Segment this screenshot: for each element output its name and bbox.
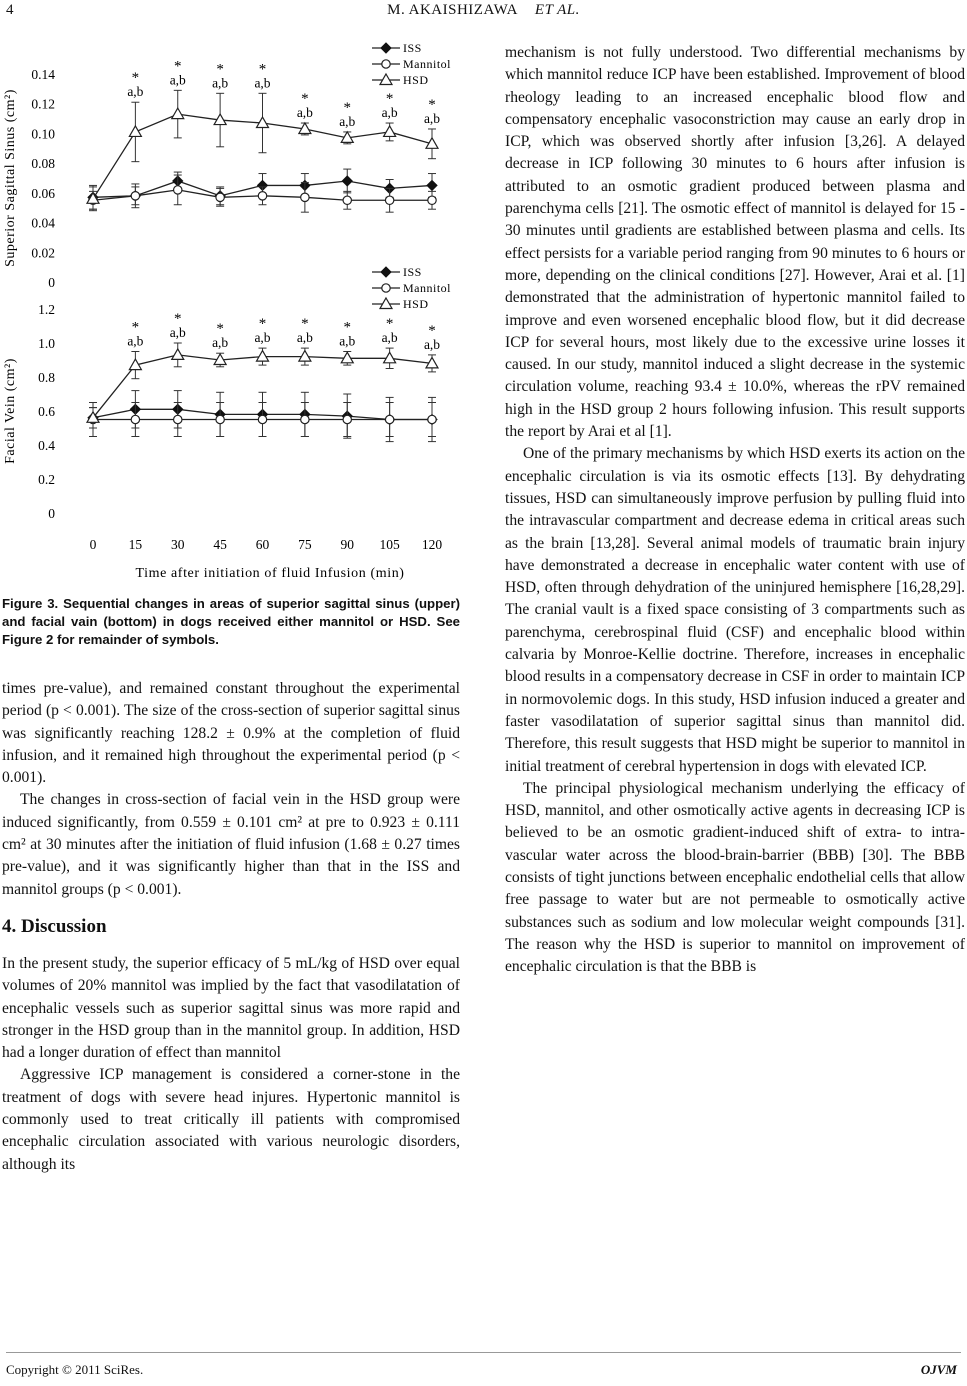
running-header-authors: M. AKAISHIZAWA <box>387 2 518 18</box>
data-point-hsd <box>129 126 141 137</box>
legend-label: ISS <box>403 41 422 55</box>
x-tick-label: 60 <box>255 537 270 552</box>
y-tick-label: 0.02 <box>31 245 55 261</box>
y-tick-label: 1.2 <box>38 302 55 317</box>
data-point-mannitol <box>258 192 266 200</box>
paragraph: times pre-value), and remained constant throughout the experimental period (p < 0.001). The size of the cross-section of superior sagittal sinus was significantly reaching 128.2 ± 0.9% at the completion of fluid infusion, and it remained high throughout the experimental period (p < 0.001). <box>2 680 460 787</box>
significance-asterisk: * <box>301 316 309 333</box>
data-point-mannitol <box>174 415 182 423</box>
data-point-hsd <box>172 349 184 360</box>
data-point-mannitol <box>343 196 351 204</box>
significance-label: a,b <box>339 333 356 349</box>
legend-marker-mannitol <box>382 284 390 292</box>
data-point-mannitol <box>301 193 309 201</box>
significance-label: a,b <box>169 72 186 88</box>
series-mannitol <box>89 403 436 437</box>
section-heading: 4. Discussion <box>2 915 107 937</box>
legend-label: Mannitol <box>403 281 451 295</box>
data-point-hsd <box>384 126 396 137</box>
data-point-hsd <box>299 351 311 362</box>
significance-label: a,b <box>127 84 144 100</box>
data-point-mannitol <box>428 196 436 204</box>
y-axis-label: Superior Sagittal Sinus (cm²) <box>3 89 18 267</box>
significance-label: a,b <box>169 325 186 340</box>
data-point-mannitol <box>216 193 224 201</box>
significance-asterisk: * <box>216 61 224 78</box>
legend-label: HSD <box>403 297 429 311</box>
data-point-mannitol <box>343 415 351 423</box>
significance-label: a,b <box>423 110 441 126</box>
paragraph: In the present study, the superior efficacy of 5 mL/kg of HSD over equal volumes of 20% mannitol was implied by the fact that vasodilatation of encephalic vessels such as superior sagittal sinus was more rapid and stronger in the HSD group than in the mannitol group. In addition, HSD had a longer duration of effect than mannitol <box>2 954 460 1062</box>
data-point-hsd <box>172 108 184 119</box>
significance-label: a,b <box>381 105 398 121</box>
legend-label: ISS <box>403 265 422 279</box>
legend-marker-iss <box>381 267 391 277</box>
y-tick-label: 0.10 <box>31 126 55 142</box>
x-tick-label: 0 <box>89 537 97 552</box>
data-point-mannitol <box>258 415 266 423</box>
legend <box>372 265 451 311</box>
footer-rule <box>6 1352 961 1353</box>
significance-asterisk: * <box>174 311 182 327</box>
chart-panel-2 <box>3 265 451 552</box>
data-point-mannitol <box>216 415 224 423</box>
left-column <box>2 678 460 1176</box>
significance-asterisk: * <box>385 91 394 108</box>
paragraph: Aggressive ICP management is considered a corner-stone in the treatment of dogs with severe head injures. Hypertonic mannitol is commonly used to treat critically ill patients with compromised encephalic circulation associated with various neurologic disorders, although its <box>2 1066 460 1173</box>
significance-asterisk: * <box>258 316 267 333</box>
y-tick-label: 1.0 <box>38 336 55 351</box>
y-tick-label: 0.4 <box>38 438 55 453</box>
significance-asterisk: * <box>174 58 182 75</box>
significance-label: a,b <box>254 75 271 91</box>
y-tick-label: 0 <box>48 275 55 290</box>
data-point-mannitol <box>301 415 309 423</box>
x-tick-label: 75 <box>298 537 312 552</box>
paragraph: One of the primary mechanisms by which HSD exerts its action on the encephalic circulation is via its osmotic effects [13]. By dehydrating tissues, HSD can simultaneously improve perfusion by pulling fluid into the intravascular compartment and decrease edema in critical areas such as the brain [13,28]. Several animal models of traumatic brain injury have demonstrated a decrease in encephalic water content with use of HSD, often through dehydration of the uninjured hemisphere [16,28,29]. The cranial vault is a fixed space consisting of 3 compartments such as parenchyma, cerebrospinal fluid (CSF) and encephalic blood within calvaria by Monroe-Kellie doctrine. Therefore, increases in encephalic blood results in a compensatory decrease in CSF in order to maintain ICP in normovolemic dogs. In this study, HSD infusion induced a greater and faster vasodilatation of superior sagittal sinus than mannitol did. Therefore, this result suggests that HSD might be superior to mannitol in initial treatment of cerebral hypertension in dogs with elevated ICP. <box>505 445 965 775</box>
running-header-etal: ET AL. <box>534 2 580 18</box>
significance-label: a,b <box>212 335 229 351</box>
data-point-mannitol <box>174 186 182 194</box>
figure-caption: Figure 3. Sequential changes in areas of superior sagittal sinus (upper) and facial vain (bottom) in dogs received either mannitol or HSD. See Figure 2 for remainder of symbols. <box>2 596 460 648</box>
x-tick-label: 105 <box>379 537 400 552</box>
significance-asterisk: * <box>428 96 436 113</box>
x-tick-label: 90 <box>340 537 354 552</box>
footer-journal: OJVM <box>920 1362 957 1377</box>
paragraph: mechanism is not fully understood. Two differential mechanisms by which mannitol reduce ICP have been established. Improvement of blood rheology leading to an increased encephalic blood flow and compensatory encephalic vasoconstriction may cause an early drop in ICP, which was observed shortly after infusion [3,26]. A delayed decrease in ICP following 30 minutes to 6 hours after infusion is attributed to an osmotic gradient produced between plasma and parenchyma cells [21]. The osmotic effect of mannitol is delayed for 15 - 30 minutes until gradients are established between plasma and cells. Its effect persists for a variable period ranging from 90 minutes to 6 hours or more, depending on the clinical conditions [27]. However, Arai et al. [1] demonstrated that the administration of hypertonic mannitol failed to improve and even worsened encephalic blood flow, but it did decrease ICP for several hours, most likely due to the excessive urine losses it caused. In our study, mannitol induced a slight decrease in the systemic circulation volume, reaching 93.4 ± 10.0%, whereas the rPV remained high in the HSD group 2 hours following infusion. This result supports the report by Arai et al [1]. <box>505 44 965 441</box>
legend <box>372 41 451 87</box>
significance-asterisk: * <box>343 319 351 336</box>
x-tick-label: 45 <box>213 537 227 552</box>
x-tick-label: 30 <box>171 537 185 552</box>
data-point-mannitol <box>131 192 139 200</box>
significance-asterisk: * <box>385 316 394 333</box>
significance-asterisk: * <box>428 322 436 339</box>
data-point-mannitol <box>131 415 139 423</box>
legend-marker-hsd <box>380 74 392 85</box>
significance-label: a,b <box>254 330 271 346</box>
chart-panel-1 <box>3 41 451 290</box>
x-tick-label: 15 <box>128 537 143 552</box>
significance-label: a,b <box>127 333 144 349</box>
y-tick-label: 0.12 <box>31 96 55 112</box>
legend-marker-hsd <box>380 298 392 309</box>
significance-label: a,b <box>296 105 313 121</box>
y-tick-label: 0 <box>48 506 55 521</box>
significance-asterisk: * <box>131 70 140 87</box>
y-tick-label: 0.6 <box>38 404 55 419</box>
data-point-hsd <box>384 352 396 363</box>
significance-asterisk: * <box>343 99 351 116</box>
page-number: 4 <box>6 2 14 18</box>
significance-asterisk: * <box>131 319 140 336</box>
significance-label: a,b <box>381 330 398 346</box>
x-tick-label: 120 <box>421 537 443 552</box>
footer-copyright: Copyright © 2011 SciRes. <box>6 1362 144 1377</box>
data-point-iss <box>342 176 352 186</box>
legend-label: HSD <box>403 73 429 87</box>
data-point-mannitol <box>385 415 393 423</box>
figure-3-chart <box>0 36 465 588</box>
y-tick-label: 0.06 <box>31 185 55 201</box>
legend-marker-iss <box>381 43 391 53</box>
legend-marker-mannitol <box>382 60 390 68</box>
significance-asterisk: * <box>258 61 267 78</box>
data-point-mannitol <box>385 196 393 204</box>
significance-label: a,b <box>423 336 441 352</box>
significance-asterisk: * <box>301 91 309 108</box>
significance-label: a,b <box>339 113 356 129</box>
paragraph: The principal physiological mechanism underlying the efficacy of HSD, mannitol, and other osmotically active agents in decreasing ICP is believed to be an osmotic gradient-induced shift of extra- to intra-vascular water across the blood-brain-barrier (BBB) [30]. The BBB consists of tight junctions between encephalic endothelial cells that allow free passage to water but are not permeable to osmotically active substances such as sodium and low molecular weight compounds [31]. The reason why the HSD is superior to mannitol on improvement of encephalic circulation is that the BBB is <box>505 779 965 976</box>
x-axis-label: Time after initiation of fluid Infusion (min) <box>135 566 405 581</box>
significance-label: a,b <box>212 75 229 91</box>
y-tick-label: 0.8 <box>38 370 55 385</box>
paragraph: The changes in cross-section of facial vein in the HSD group were induced significantly, from 0.559 ± 0.101 cm² at pre to 0.923 ± 0.111 cm² at 30 minutes after the initiation of fluid infusion (1.68 ± 0.27 times pre-value), and it was significantly higher than that in the ISS and mannitol groups (p < 0.001). <box>2 791 460 898</box>
running-header <box>0 2 967 19</box>
data-point-iss <box>427 180 437 190</box>
y-tick-label: 0.08 <box>31 156 55 172</box>
data-point-hsd <box>257 351 269 362</box>
right-column <box>505 42 965 978</box>
y-tick-label: 0.04 <box>31 215 55 231</box>
significance-label: a,b <box>296 330 313 346</box>
data-point-mannitol <box>428 415 436 423</box>
significance-asterisk: * <box>216 321 224 338</box>
legend-label: Mannitol <box>403 57 451 71</box>
y-tick-label: 0.2 <box>38 472 55 487</box>
y-tick-label: 0.14 <box>31 67 55 82</box>
y-axis-label: Facial Vein (cm²) <box>3 358 18 464</box>
